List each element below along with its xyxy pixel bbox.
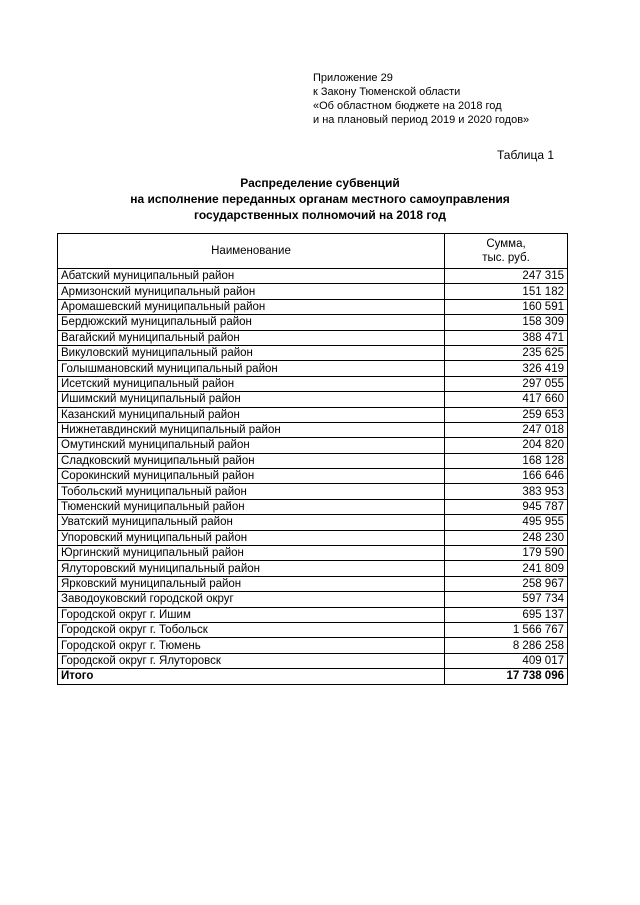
row-sum-cell: 597 734 — [445, 592, 568, 607]
row-sum-cell: 945 787 — [445, 499, 568, 514]
table-row — [58, 561, 568, 576]
table-row — [58, 345, 568, 360]
row-name-cell: Аромашевский муниципальный район — [58, 299, 445, 314]
row-name-cell: Абатский муниципальный район — [58, 269, 445, 284]
table-row — [58, 592, 568, 607]
row-name-cell: Голышмановский муниципальный район — [58, 361, 445, 376]
row-name-cell: Городской округ г. Ишим — [58, 607, 445, 622]
title-line: Распределение субвенций — [240, 176, 400, 190]
row-sum-cell: 409 017 — [445, 653, 568, 668]
row-name-cell: Омутинский муниципальный район — [58, 438, 445, 453]
row-name-cell: Городской округ г. Тюмень — [58, 638, 445, 653]
row-sum-cell: 695 137 — [445, 607, 568, 622]
table-row — [58, 376, 568, 391]
row-sum-cell: 297 055 — [445, 376, 568, 391]
row-sum-cell: 235 625 — [445, 345, 568, 360]
table-row — [58, 284, 568, 299]
appendix-line: и на плановый период 2019 и 2020 годов» — [313, 114, 530, 126]
table-row — [58, 515, 568, 530]
row-name-cell: Городской округ г. Тобольск — [58, 622, 445, 637]
row-sum-cell: 259 653 — [445, 407, 568, 422]
subventions-table — [57, 233, 568, 685]
table-row — [58, 576, 568, 591]
table-row — [58, 269, 568, 284]
appendix-line: Приложение 29 — [313, 72, 393, 84]
row-sum-cell: 495 955 — [445, 515, 568, 530]
row-name-cell: Нижнетавдинский муниципальный район — [58, 422, 445, 437]
row-sum-cell: 204 820 — [445, 438, 568, 453]
row-name-cell: Ярковский муниципальный район — [58, 576, 445, 591]
table-row — [58, 530, 568, 545]
row-name-cell: Упоровский муниципальный район — [58, 530, 445, 545]
appendix-line: к Закону Тюменской области — [313, 86, 461, 98]
table-row — [58, 607, 568, 622]
row-sum-cell: 248 230 — [445, 530, 568, 545]
row-name-cell: Казанский муниципальный район — [58, 407, 445, 422]
row-name-cell: Юргинский муниципальный район — [58, 546, 445, 561]
table-row — [58, 638, 568, 653]
row-name-cell: Ялуторовский муниципальный район — [58, 561, 445, 576]
row-name-cell: Городской округ г. Ялуторовск — [58, 653, 445, 668]
row-sum-cell: 383 953 — [445, 484, 568, 499]
row-sum-cell: 417 660 — [445, 392, 568, 407]
row-sum-cell: 151 182 — [445, 284, 568, 299]
title-line: государственных полномочий на 2018 год — [194, 208, 446, 222]
table-row — [58, 422, 568, 437]
row-sum-cell: 166 646 — [445, 469, 568, 484]
table-row — [58, 330, 568, 345]
row-sum-cell: 388 471 — [445, 330, 568, 345]
row-name-cell: Вагайский муниципальный район — [58, 330, 445, 345]
row-name-cell: Викуловский муниципальный район — [58, 345, 445, 360]
row-sum-cell: 258 967 — [445, 576, 568, 591]
table-body — [58, 269, 568, 685]
title-line: на исполнение переданных органам местного самоуправления — [130, 192, 510, 206]
table-header-row — [58, 234, 568, 269]
table-row — [58, 499, 568, 514]
column-header-sum-line1: Сумма, — [486, 238, 526, 250]
row-sum-cell: 326 419 — [445, 361, 568, 376]
total-row — [58, 669, 568, 684]
table-row — [58, 484, 568, 499]
total-label-cell: Итого — [58, 669, 445, 684]
table-row — [58, 361, 568, 376]
total-sum-cell: 17 738 096 — [445, 669, 568, 684]
document-title — [0, 175, 640, 223]
row-name-cell: Тобольский муниципальный район — [58, 484, 445, 499]
column-header-name: Наименование — [58, 234, 445, 269]
column-header-sum — [445, 234, 568, 269]
row-sum-cell: 160 591 — [445, 299, 568, 314]
row-name-cell: Уватский муниципальный район — [58, 515, 445, 530]
row-sum-cell: 241 809 — [445, 561, 568, 576]
table-row — [58, 453, 568, 468]
row-name-cell: Заводоуковский городской округ — [58, 592, 445, 607]
row-name-cell: Сладковский муниципальный район — [58, 453, 445, 468]
table-row — [58, 653, 568, 668]
table-row — [58, 315, 568, 330]
appendix-line: «Об областном бюджете на 2018 год — [313, 100, 502, 112]
row-sum-cell: 1 566 767 — [445, 622, 568, 637]
column-header-sum-line2: тыс. руб. — [482, 252, 530, 264]
table-row — [58, 392, 568, 407]
table-row — [58, 438, 568, 453]
row-name-cell: Тюменский муниципальный район — [58, 499, 445, 514]
appendix-block — [313, 71, 529, 127]
row-sum-cell: 158 309 — [445, 315, 568, 330]
table-row — [58, 407, 568, 422]
row-name-cell: Ишимский муниципальный район — [58, 392, 445, 407]
row-name-cell: Сорокинский муниципальный район — [58, 469, 445, 484]
row-sum-cell: 179 590 — [445, 546, 568, 561]
table-row — [58, 299, 568, 314]
row-sum-cell: 247 018 — [445, 422, 568, 437]
row-sum-cell: 247 315 — [445, 269, 568, 284]
row-name-cell: Бердюжский муниципальный район — [58, 315, 445, 330]
row-sum-cell: 168 128 — [445, 453, 568, 468]
table-number: Таблица 1 — [497, 148, 555, 162]
table-row — [58, 546, 568, 561]
row-name-cell: Армизонский муниципальный район — [58, 284, 445, 299]
table-row — [58, 469, 568, 484]
row-sum-cell: 8 286 258 — [445, 638, 568, 653]
table-row — [58, 622, 568, 637]
row-name-cell: Исетский муниципальный район — [58, 376, 445, 391]
